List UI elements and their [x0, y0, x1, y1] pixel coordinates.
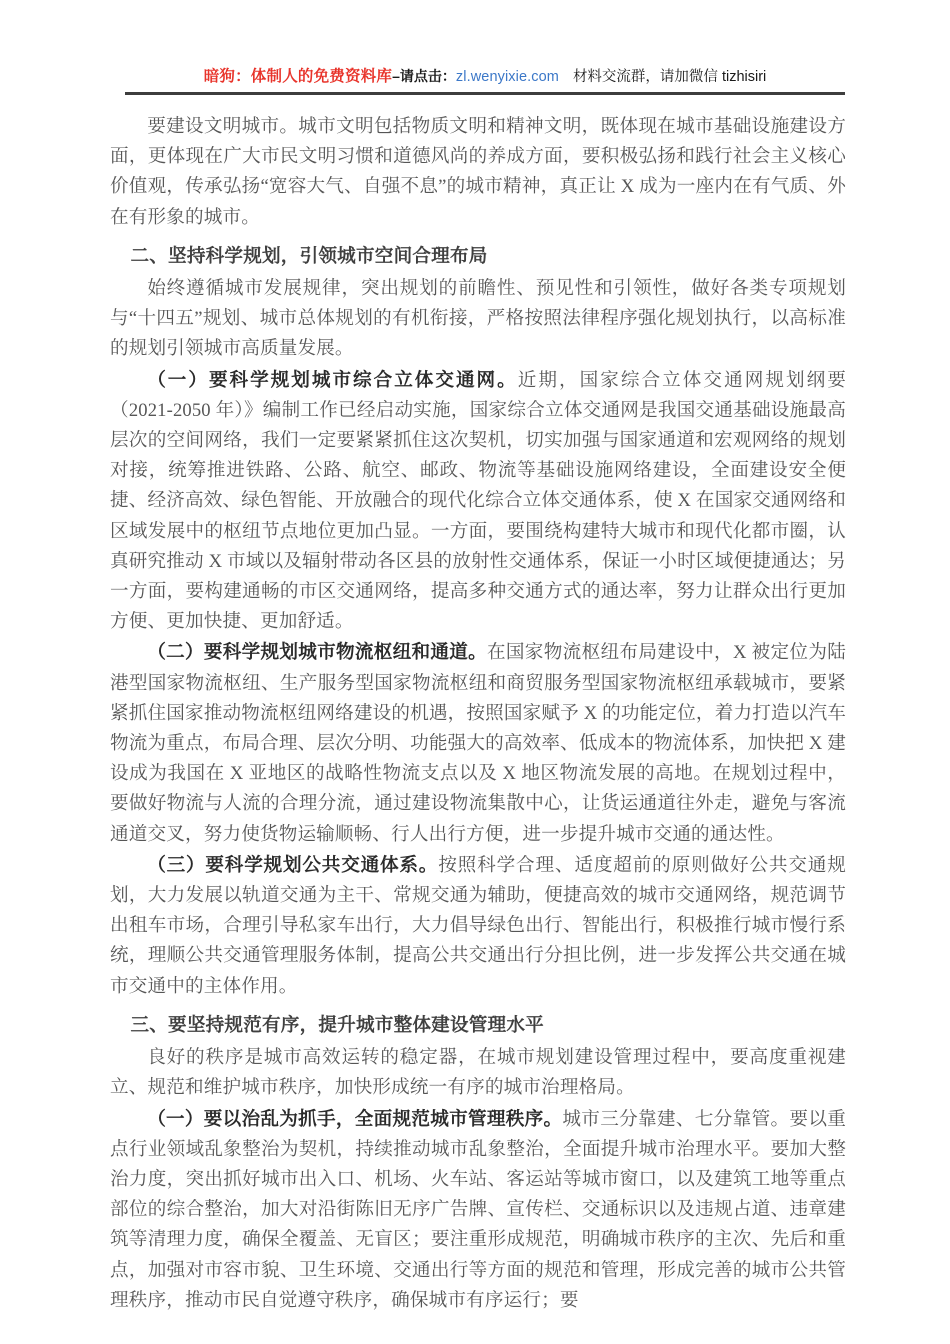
body-paragraph	[110, 365, 846, 638]
paragraph-text: 良好的秩序是城市高效运转的稳定器，在城市规划建设管理过程中，要高度重视建立、规范和维护城市秩序，加快形成统一有序的城市治理格局。	[110, 1047, 846, 1099]
paragraph-text: 始终遵循城市发展规律，突出规划的前瞻性、预见性和引领性，做好各类专项规划与“十四五”规划、城市总体规划的有机衔接，严格按照法律程序强化规划执行，以高标准的规划引领城市高质量发展。	[110, 278, 846, 360]
promo-link[interactable]: zl.wenyixie.com	[455, 69, 559, 85]
promo-tail-text: 材料交流群，请加微信 tizhisiri	[572, 69, 767, 85]
paragraph-text: 要建设文明城市。城市文明包括物质文明和精神文明，既体现在城市基础设施建设方面，更体现在广大市民文明习惯和道德风尚的养成方面，要积极弘扬和践行社会主义核心价值观，传承弘扬“宽容大气、自强不息”的城市精神，真正让 X 成为一座内在有气质、外在有形象的城市。	[110, 116, 846, 228]
body-paragraph	[110, 112, 846, 233]
paragraph-lead: （二）要科学规划城市物流枢纽和通道。	[147, 641, 487, 663]
body-paragraph	[110, 274, 846, 365]
promo-separator-text: –请点击：	[392, 68, 456, 84]
section-heading: 二、坚持科学规划，引领城市空间合理布局	[130, 244, 488, 266]
body-paragraph	[110, 850, 846, 1002]
section-heading: 三、要坚持规范有序，提升城市整体建设管理水平	[130, 1013, 544, 1035]
body-paragraph	[110, 1043, 846, 1103]
header-divider	[125, 92, 845, 95]
paragraph-lead: （一）要以治乱为抓手，全面规范城市管理秩序。	[147, 1107, 563, 1129]
paragraph-text: 在国家物流枢纽布局建设中，X 被定位为陆港型国家物流枢纽、生产服务型国家物流枢纽和商贸服务型国家物流枢纽承载城市，要紧紧抓住国家推动物流枢纽网络建设的机遇，按照国家赋予 X 的功能定位，着力打造以汽车物流为重点，布局合理、层次分明、功能强大的高效率、低成本的物流体系，加快把 X 建设成为我国在 X 亚地区的战略性物流支点以及 X 地区物流发展的高地。在规划过程中，要做好物流与人流的合理分流，通过建设物流集散中心，让货运通道往外走，避免与客流通道交叉，努力使货物运输顺畅、行人出行方便，进一步提升城市交通的通达性。	[110, 642, 846, 845]
body-paragraph	[110, 1104, 846, 1316]
body-paragraph	[110, 637, 846, 849]
document-content	[110, 112, 846, 1316]
paragraph-text: 城市三分靠建、七分靠管。要以重点行业领域乱象整治为契机，持续推动城市乱象整治，全面提升城市治理水平。要加大整治力度，突出抓好城市出入口、机场、火车站、客运站等城市窗口，以及建筑工地等重点部位的综合整治，加大对沿街陈旧无序广告牌、宣传栏、交通标识以及违规占道、违章建筑等清理力度，确保全覆盖、无盲区；要注重形成规范，明确城市秩序的主次、先后和重点，加强对市容市貌、卫生环境、交通出行等方面的规范和管理，形成完善的城市公共管理秩序，推动市民自觉遵守秩序，确保城市有序运行；要	[110, 1108, 846, 1311]
paragraph-lead: （三）要科学规划公共交通体系。	[147, 853, 439, 875]
promo-red-text: 暗狗：体制人的免费资料库	[203, 68, 393, 85]
paragraph-text: 按照科学合理、适度超前的原则做好公共交通规划，大力发展以轨道交通为主干、常规交通为辅助，便捷高效的城市交通网络，规范调节出租车市场，合理引导私家车出行，大力倡导绿色出行、智能出行，积极推行城市慢行系统，理顺公共交通管理服务体制，提高公共交通出行分担比例，进一步发挥公共交通在城市交通中的主体作用。	[110, 854, 846, 997]
paragraph-lead: （一）要科学规划城市综合立体交通网。	[147, 368, 518, 390]
promo-banner	[125, 64, 845, 89]
paragraph-text: 近期，国家综合立体交通网规划纲要（2021-2050 年）》编制工作已经启动实施，国家综合立体交通网是我国交通基础设施最高层次的空间网络，我们一定要紧紧抓住这次契机，切实加强与国家通道和宏观网络的规划对接，统筹推进铁路、公路、航空、邮政、物流等基础设施网络建设，全面建设安全便捷、经济高效、绿色智能、开放融合的现代化综合立体交通体系，使 X 在国家交通网络和区域发展中的枢纽节点地位更加凸显。一方面，要围绕构建特大城市和现代化都市圈，认真研究推动 X 市域以及辐射带动各区县的放射性交通体系，保证一小时区域便捷通达；另一方面，要构建通畅的市区交通网络，提高多种交通方式的通达率，努力让群众出行更加方便、更加快捷、更加舒适。	[110, 369, 846, 633]
